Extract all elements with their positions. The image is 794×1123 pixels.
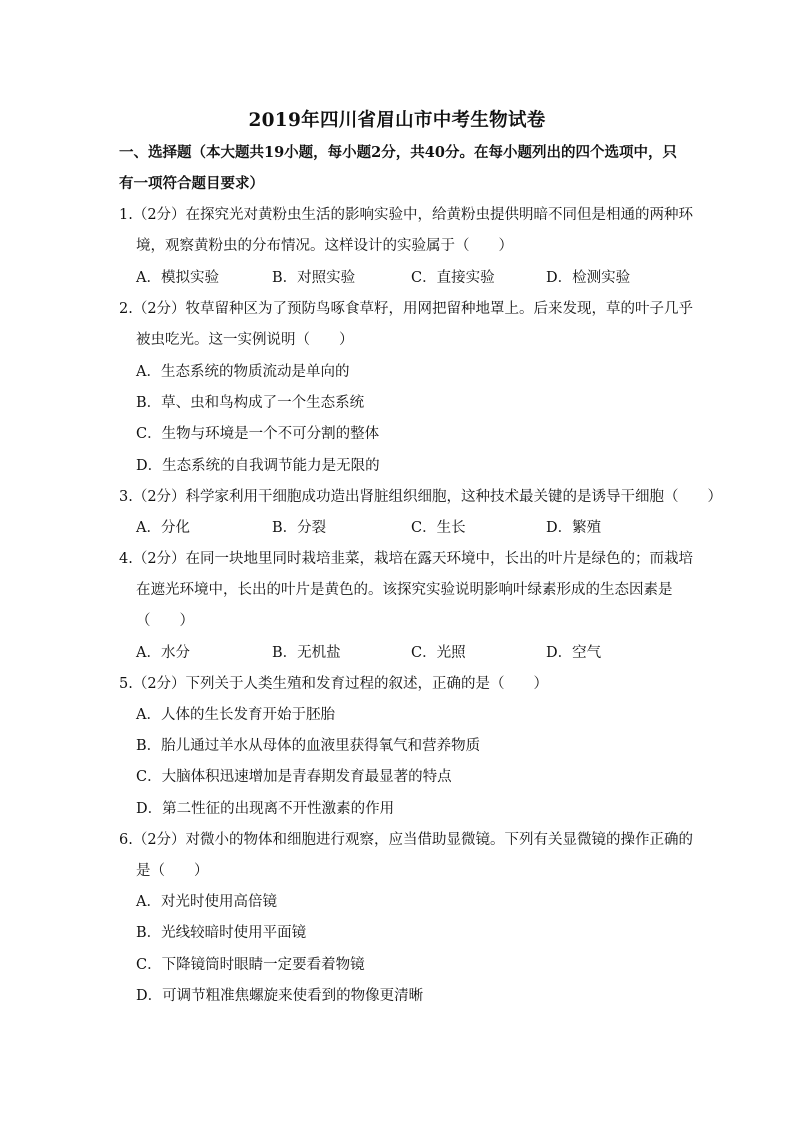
section-heading-line2: 有一项符合题目要求） xyxy=(119,175,264,192)
question-3-option-d: D．繁殖 xyxy=(546,520,602,536)
question-4-option-c: C．光照 xyxy=(411,645,466,661)
question-4-stem-line2: 在遮光环境中，长出的叶片是黄色的。该探究实验说明影响叶绿素形成的生态因素是 xyxy=(136,582,673,598)
question-6-option-c: C．下降镜筒时眼睛一定要看着物镜 xyxy=(136,957,365,973)
question-2-option-d: D．生态系统的自我调节能力是无限的 xyxy=(136,458,380,474)
question-3-option-a: A．分化 xyxy=(136,520,190,536)
question-2-stem-line2: 被虫吃光。这一实例说明（ ） xyxy=(136,332,354,348)
question-1-stem-line1: 1.（2分）在探究光对黄粉虫生活的影响实验中，给黄粉虫提供明暗不同但是相通的两种环 xyxy=(119,207,694,223)
exam-title: 2019年四川省眉山市中考生物试卷 xyxy=(248,110,546,131)
section-heading-line1: 一、选择题（本大题共19小题，每小题2分，共40分。在每小题列出的四个选项中，只 xyxy=(119,144,677,161)
question-6-option-d: D．可调节粗准焦螺旋来使看到的物像更清晰 xyxy=(136,988,424,1004)
question-1-stem-line2: 境，观察黄粉虫的分布情况。这样设计的实验属于（ ） xyxy=(136,238,513,254)
question-1-option-a: A．模拟实验 xyxy=(136,270,219,286)
question-1-option-d: D．检测实验 xyxy=(546,270,631,286)
question-2-option-c: C．生物与环境是一个不可分割的整体 xyxy=(136,426,380,442)
question-4-option-b: B．无机盐 xyxy=(272,645,341,661)
question-2-option-a: A．生态系统的物质流动是单向的 xyxy=(136,364,350,380)
question-3-option-c: C．生长 xyxy=(411,520,466,536)
question-5-option-a: A．人体的生长发育开始于胚胎 xyxy=(136,707,335,723)
question-5-option-c: C．大脑体积迅速增加是青春期发育最显著的特点 xyxy=(136,769,452,785)
question-4-stem-line1: 4.（2分）在同一块地里同时栽培韭菜，栽培在露天环境中，长出的叶片是绿色的；而栽培 xyxy=(119,551,694,567)
question-3-option-b: B．分裂 xyxy=(272,520,327,536)
question-5-option-d: D．第二性征的出现离不开性激素的作用 xyxy=(136,801,395,817)
question-3-stem-line1: 3.（2分）科学家利用干细胞成功造出肾脏组织细胞，这种技术最关键的是诱导干细胞（ ） xyxy=(119,489,723,505)
question-4-stem-line3: （ ） xyxy=(136,613,194,629)
question-4-option-a: A．水分 xyxy=(136,645,190,661)
question-6-option-a: A．对光时使用高倍镜 xyxy=(136,894,277,910)
question-6-option-b: B．光线较暗时使用平面镜 xyxy=(136,925,307,941)
question-5-option-b: B．胎儿通过羊水从母体的血液里获得氧气和营养物质 xyxy=(136,738,481,754)
question-1-option-c: C．直接实验 xyxy=(411,270,495,286)
question-2-option-b: B．草、虫和鸟构成了一个生态系统 xyxy=(136,395,365,411)
question-5-stem-line1: 5.（2分）下列关于人类生殖和发育过程的叙述，正确的是（ ） xyxy=(119,676,549,692)
question-2-stem-line1: 2.（2分）牧草留种区为了预防鸟啄食草籽，用网把留种地罩上。后来发现，草的叶子几乎 xyxy=(119,301,694,317)
question-1-option-b: B．对照实验 xyxy=(272,270,356,286)
question-6-stem-line2: 是（ ） xyxy=(136,863,209,879)
question-4-option-d: D．空气 xyxy=(546,645,602,661)
question-6-stem-line1: 6.（2分）对微小的物体和细胞进行观察，应当借助显微镜。下列有关显微镜的操作正确的 xyxy=(119,832,694,848)
